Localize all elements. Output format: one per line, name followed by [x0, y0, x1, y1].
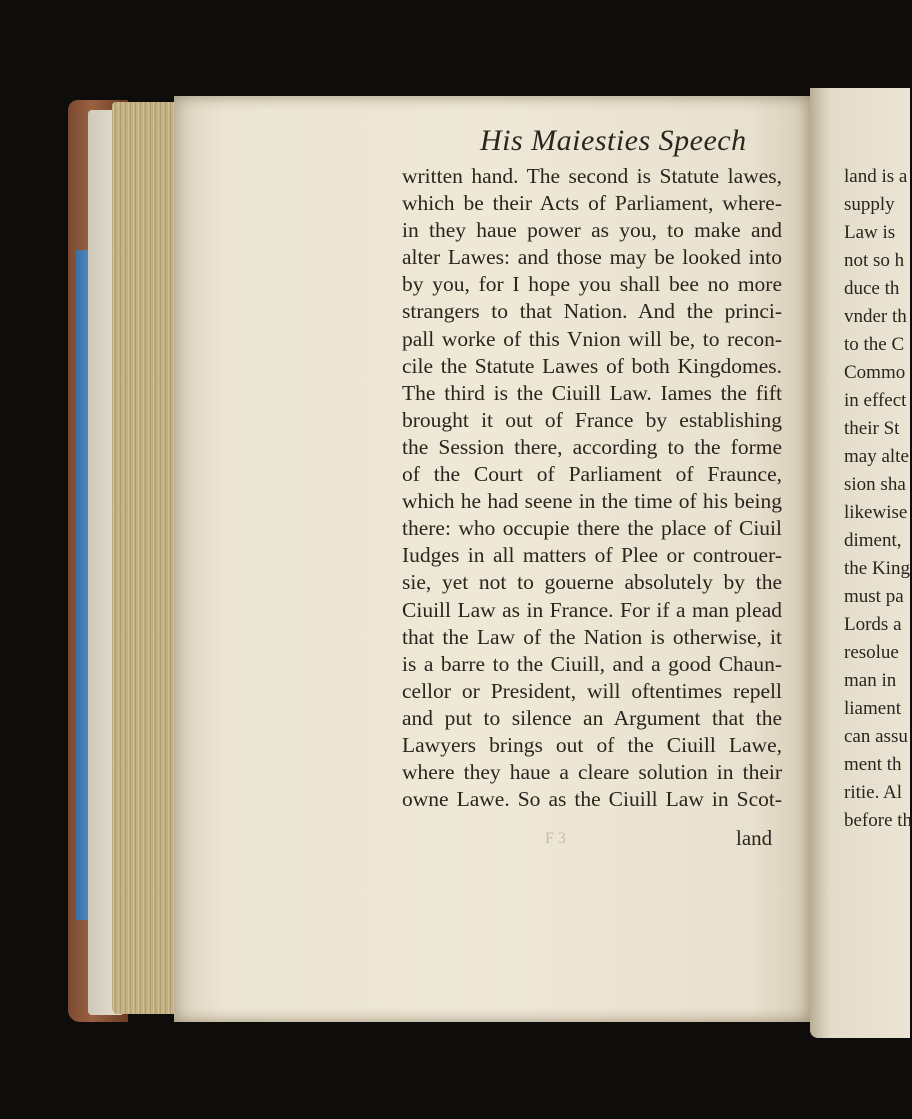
text-line: which he had seene in the time of his being — [402, 489, 782, 514]
facing-text-line: Law is — [844, 222, 896, 243]
text-line: where they haue a cleare solution in their — [402, 760, 782, 785]
facing-text-line: land is a — [844, 166, 908, 187]
text-line: pall worke of this Vnion will be, to recon- — [402, 326, 782, 351]
facing-text-line: the King — [844, 558, 910, 579]
facing-text-line: vnder th — [844, 306, 907, 327]
facing-text-line: supply — [844, 194, 895, 215]
facing-text-line: liament — [844, 698, 901, 719]
main-text-block — [402, 163, 782, 813]
text-line: owne Lawe. So as the Ciuill Law in Scot- — [402, 787, 782, 812]
facing-text-line: not so h — [844, 250, 905, 271]
facing-text-line: duce th — [844, 278, 900, 299]
running-head: His Maiesties Speech — [480, 124, 747, 157]
text-line: Lawyers brings out of the Ciuill Lawe, — [402, 732, 782, 757]
facing-text-line: resolue — [844, 642, 899, 663]
text-line: sie, yet not to gouerne absolutely by the — [402, 570, 782, 595]
text-line: that the Law of the Nation is otherwise, it — [402, 624, 782, 649]
facing-text-line: to the C — [844, 334, 905, 355]
facing-text-line: can assu — [844, 726, 908, 747]
facing-text-line: diment, — [844, 530, 902, 551]
catchword: land — [736, 826, 773, 850]
text-line: Ciuill Law as in France. For if a man plead — [402, 597, 782, 622]
facing-text-line: sion sha — [844, 474, 906, 495]
facing-text-line: their St — [844, 418, 900, 439]
text-line: alter Lawes: and those may be looked into — [402, 245, 782, 270]
text-line: cellor or President, will oftentimes repell — [402, 678, 782, 703]
facing-text-line: ritie. Al — [844, 782, 903, 803]
text-line: the Session there, according to the forme — [402, 434, 782, 459]
text-line: cile the Statute Lawes of both Kingdomes. — [402, 353, 782, 378]
text-line: and put to silence an Argument that the — [402, 705, 782, 730]
text-line: of the Court of Parliament of Fraunce, — [402, 462, 782, 487]
text-line: The third is the Ciuill Law. Iames the fift — [402, 380, 782, 405]
facing-text-line: before th — [844, 810, 912, 831]
facing-text-line: in effect — [844, 390, 907, 411]
facing-text-line: may alte — [844, 446, 909, 467]
text-line: is a barre to the Ciuill, and a good Chaun- — [402, 651, 782, 676]
text-line: Iudges in all matters of Plee or controuer- — [402, 543, 782, 568]
text-line: by you, for I hope you shall bee no more — [402, 272, 782, 297]
facing-text-line: must pa — [844, 586, 904, 607]
signature-mark: F 3 — [545, 830, 566, 847]
text-line: strangers to that Nation. And the princi- — [402, 299, 782, 324]
facing-text-line: man in — [844, 670, 897, 691]
text-line: in they haue power as you, to make and — [402, 218, 782, 243]
text-line: there: who occupie there the place of Ciuil — [402, 516, 782, 541]
facing-text-line: likewise — [844, 502, 908, 523]
page-edges — [112, 102, 178, 1014]
facing-page-text — [844, 163, 912, 835]
facing-text-line: ment th — [844, 754, 902, 775]
facing-text-line: Lords a — [844, 614, 902, 635]
facing-text-line: Commo — [844, 362, 906, 383]
text-line: brought it out of France by establishing — [402, 407, 782, 432]
text-line: written hand. The second is Statute lawes, — [402, 164, 782, 188]
text-line: which be their Acts of Parliament, where- — [402, 191, 782, 216]
